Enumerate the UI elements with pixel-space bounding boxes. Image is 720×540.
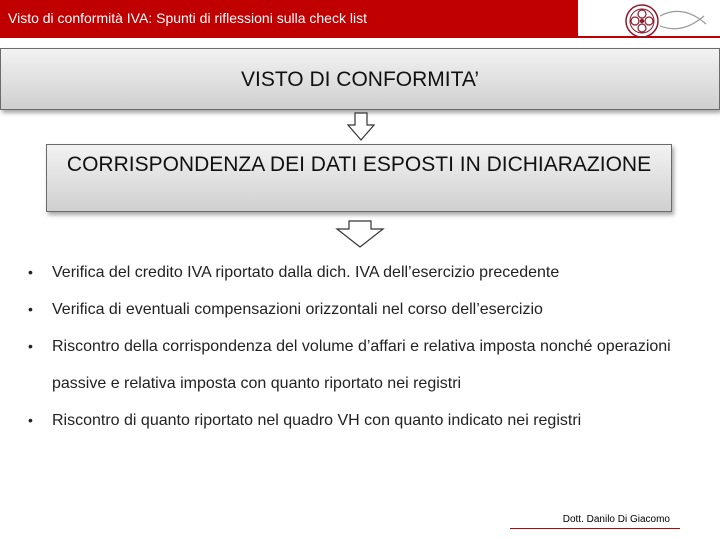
- checklist-bullets: [28, 254, 708, 439]
- list-item: • Verifica di eventuali compensazioni orizzontali nel corso dell’esercizio: [28, 291, 708, 328]
- bullet-icon: •: [28, 264, 33, 280]
- slide-title: Visto di conformità IVA: Spunti di riflessioni sulla check list: [8, 10, 367, 26]
- correspondence-label: CORRISPONDENZA DEI DATI ESPOSTI IN DICHIARAZIONE: [66, 153, 652, 176]
- correspondence-box: [46, 144, 672, 212]
- down-arrow-icon: [335, 220, 385, 248]
- header-divider: [0, 36, 720, 38]
- rosette-logo-icon: [620, 2, 710, 40]
- bullet-icon: •: [28, 412, 33, 428]
- down-arrow-icon: [346, 112, 376, 142]
- conformity-title-label: VISTO DI CONFORMITA’: [240, 68, 479, 91]
- author-credit: Dott. Danilo Di Giacomo: [562, 514, 670, 525]
- conformity-title-box: [0, 48, 720, 110]
- slide-title-bar: [0, 0, 578, 36]
- bullet-icon: •: [28, 338, 33, 354]
- list-item: • Riscontro di quanto riportato nel quadro VH con quanto indicato nei registri: [28, 402, 708, 439]
- footer-divider: [510, 528, 680, 529]
- list-item: • Riscontro della corrispondenza del volume d’affari e relativa imposta nonché operazioni passive e relativa imposta con quanto riportato nei registri: [28, 328, 708, 402]
- bullet-icon: •: [28, 301, 33, 317]
- list-item: • Verifica del credito IVA riportato dalla dich. IVA dell’esercizio precedente: [28, 254, 708, 291]
